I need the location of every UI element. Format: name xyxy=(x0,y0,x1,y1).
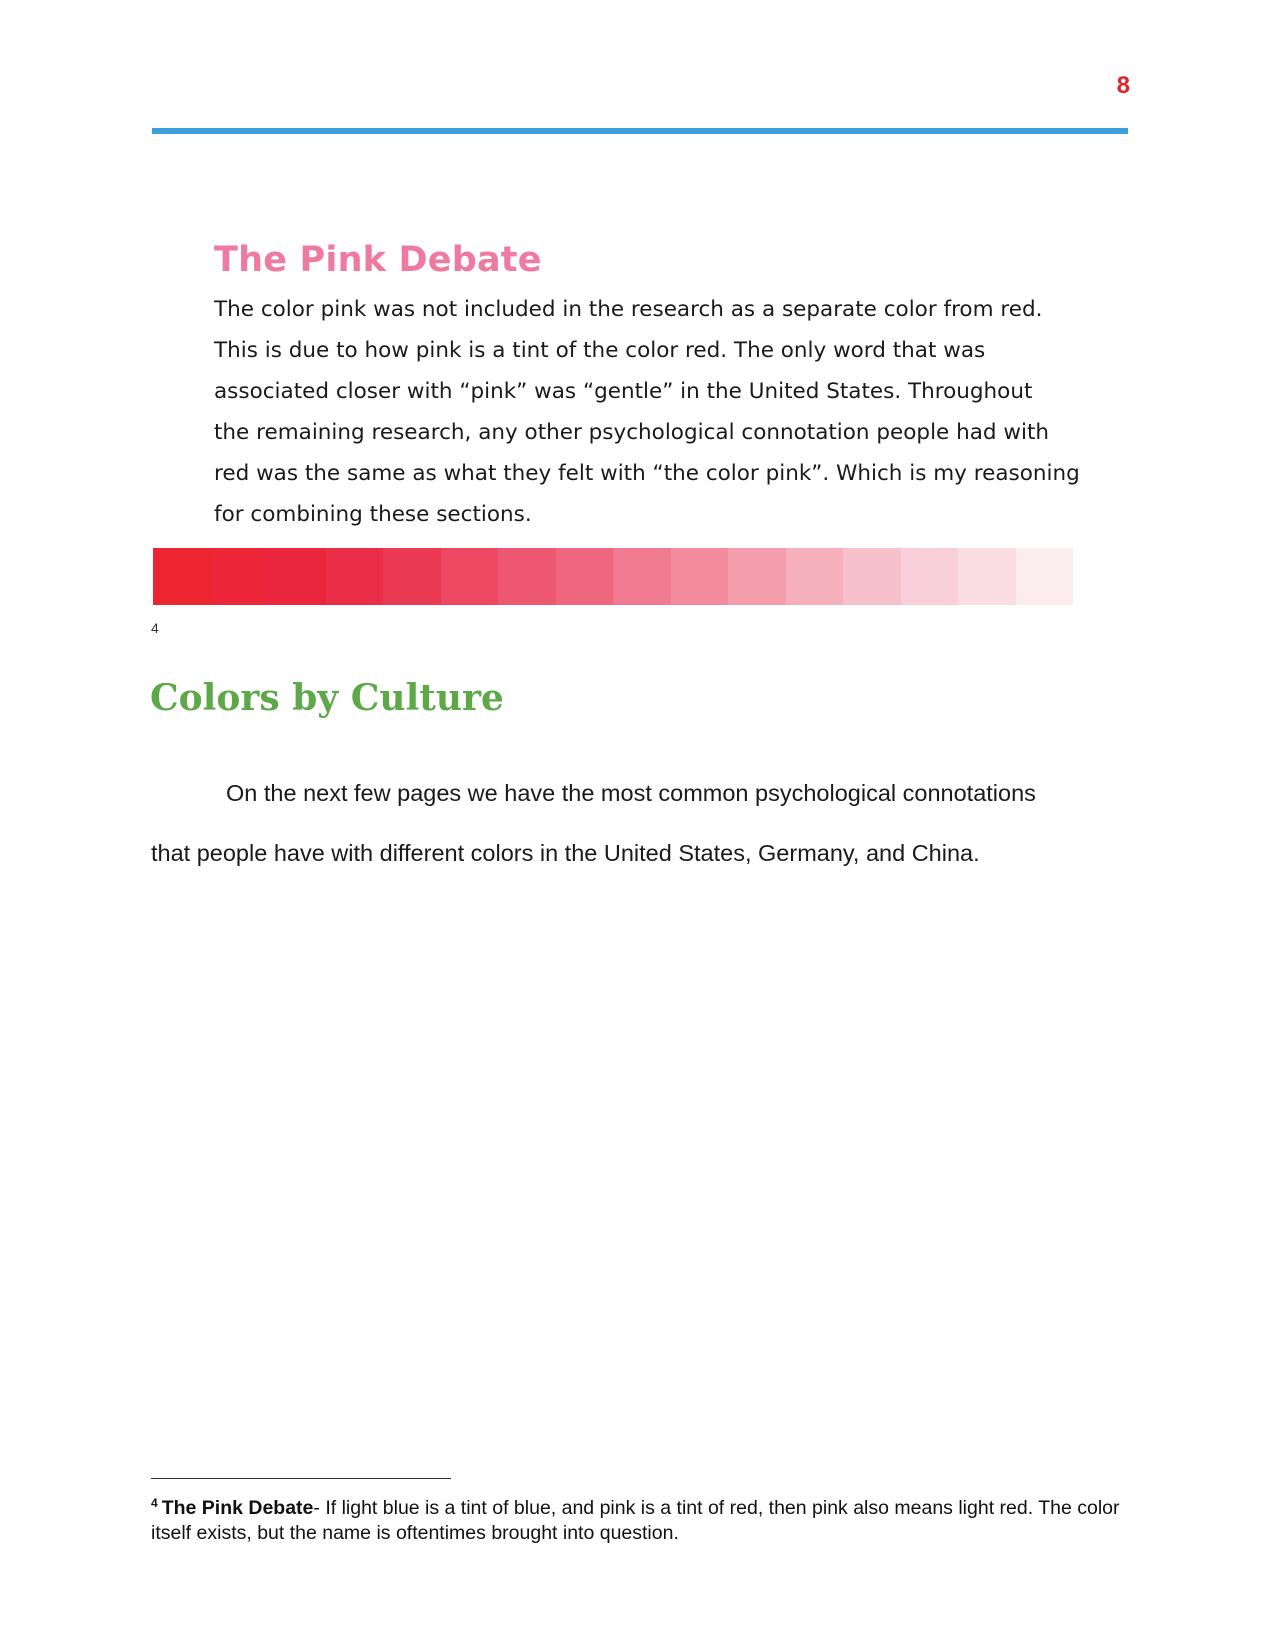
colors-by-culture-paragraph xyxy=(151,763,1111,883)
color-swatch xyxy=(326,548,384,605)
color-swatch xyxy=(613,548,671,605)
color-swatch xyxy=(556,548,614,605)
footnote-text: - If light blue is a tint of blue, and pink is a tint of red, then pink also means light red. The color itself exists, but the name is oftentimes brought into question. xyxy=(151,1497,1120,1544)
color-swatch xyxy=(901,548,959,605)
colors-by-culture-title: Colors by Culture xyxy=(150,677,504,719)
color-swatch xyxy=(498,548,556,605)
color-swatch xyxy=(153,548,211,605)
pink-debate-line: The color pink was not included in the research as a separate color from red. xyxy=(214,297,1043,322)
culture-line: On the next few pages we have the most common psychological connotations xyxy=(226,780,1036,806)
color-swatch xyxy=(441,548,499,605)
color-swatch xyxy=(786,548,844,605)
color-swatch xyxy=(728,548,786,605)
pink-debate-line: associated closer with “pink” was “gentle” in the United States. Throughout xyxy=(214,379,1033,404)
footnote-reference: 4 xyxy=(151,620,159,636)
color-swatch xyxy=(843,548,901,605)
culture-line: that people have with different colors in the United States, Germany, and China. xyxy=(151,840,980,866)
color-swatch xyxy=(383,548,441,605)
footnote-divider xyxy=(151,1478,451,1479)
color-swatch xyxy=(671,548,729,605)
page-number: 8 xyxy=(1116,72,1130,99)
red-to-pink-swatch-strip xyxy=(153,548,1073,605)
color-swatch xyxy=(268,548,326,605)
pink-debate-line: This is due to how pink is a tint of the color red. The only word that was xyxy=(214,338,986,363)
footnote xyxy=(151,1491,1131,1546)
color-swatch xyxy=(958,548,1016,605)
pink-debate-line: the remaining research, any other psychological connotation people had with xyxy=(214,420,1050,445)
header-rule xyxy=(152,128,1128,134)
footnote-term: The Pink Debate xyxy=(161,1497,314,1519)
footnote-number: 4 xyxy=(151,1496,158,1510)
pink-debate-line: red was the same as what they felt with “the color pink”. Which is my reasoning xyxy=(214,461,1080,486)
pink-debate-title: The Pink Debate xyxy=(214,240,542,280)
pink-debate-line: for combining these sections. xyxy=(214,502,532,527)
pink-debate-paragraph xyxy=(214,289,1080,535)
color-swatch xyxy=(1016,548,1074,605)
color-swatch xyxy=(211,548,269,605)
